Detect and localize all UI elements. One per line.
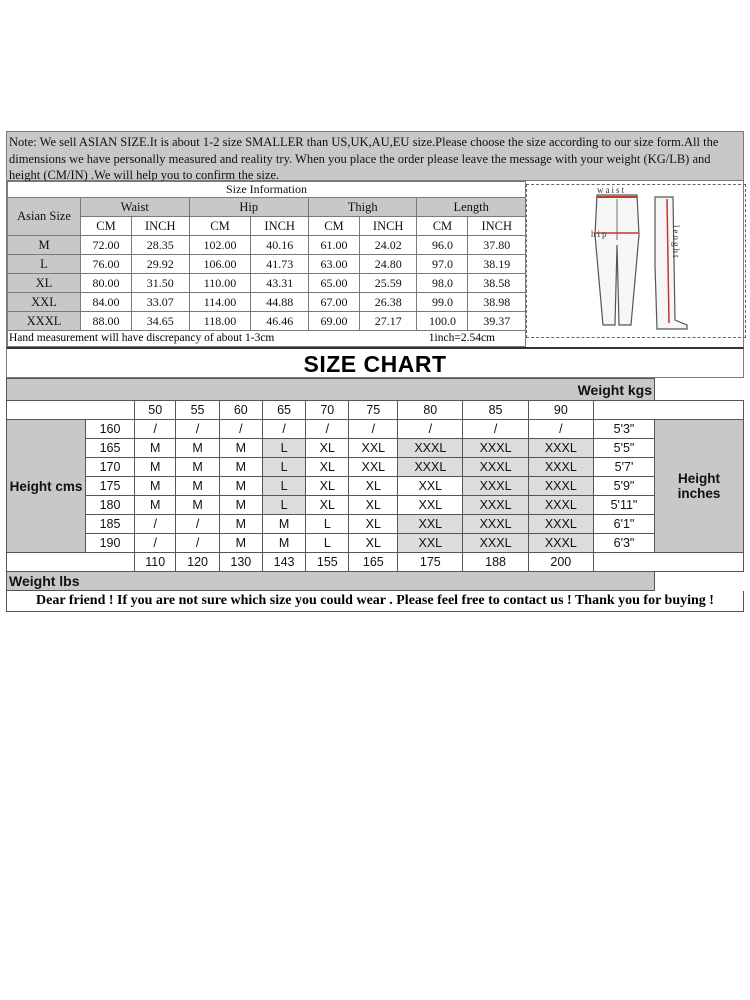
- unit-header: CM: [189, 217, 251, 236]
- size-cell: M: [219, 534, 262, 553]
- lb-value: 165: [349, 553, 398, 572]
- chart-row: [7, 477, 744, 496]
- size-label: XXL: [8, 293, 81, 312]
- kgs-row: [7, 401, 744, 420]
- size-value: 27.17: [359, 312, 417, 331]
- size-value: 24.02: [359, 236, 417, 255]
- kg-value: 50: [135, 401, 176, 420]
- height-inch-value: 5'9": [594, 477, 655, 496]
- size-cell: M: [135, 458, 176, 477]
- lb-value: 175: [398, 553, 463, 572]
- unit-header: INCH: [251, 217, 309, 236]
- kgs-row-spacer: [7, 401, 135, 420]
- size-cell: L: [306, 515, 349, 534]
- size-information-column: [7, 181, 526, 347]
- size-cell: M: [176, 458, 219, 477]
- size-chart-grid: [6, 378, 744, 591]
- size-cell: /: [135, 534, 176, 553]
- size-cell: /: [262, 420, 305, 439]
- size-cell: M: [262, 534, 305, 553]
- size-cell: /: [398, 420, 463, 439]
- height-cm-value: 165: [86, 439, 135, 458]
- size-cell: M: [176, 439, 219, 458]
- size-cell: M: [219, 496, 262, 515]
- hip-label: hip: [591, 229, 609, 239]
- size-value: 43.31: [251, 274, 309, 293]
- chart-row: [7, 515, 744, 534]
- size-value: 72.00: [81, 236, 132, 255]
- size-value: 33.07: [132, 293, 190, 312]
- size-value: 65.00: [308, 274, 359, 293]
- chart-row: [7, 496, 744, 515]
- size-value: 37.80: [468, 236, 526, 255]
- size-value: 96.0: [417, 236, 468, 255]
- size-cell: M: [219, 515, 262, 534]
- size-cell: M: [176, 496, 219, 515]
- height-inch-value: 6'3": [594, 534, 655, 553]
- size-cell: XL: [306, 496, 349, 515]
- size-cell: XXXL: [528, 496, 593, 515]
- size-value: 29.92: [132, 255, 190, 274]
- kg-value: 65: [262, 401, 305, 420]
- size-footnote: [7, 331, 526, 347]
- size-cell: M: [176, 477, 219, 496]
- size-cell: M: [135, 477, 176, 496]
- size-cell: XXXL: [463, 439, 528, 458]
- footnote-discrepancy: Hand measurement will have discrepancy of about 1-3cm: [9, 332, 275, 344]
- size-cell: /: [176, 515, 219, 534]
- size-cell: XXXL: [528, 515, 593, 534]
- size-information-caption: Size Information: [8, 182, 526, 198]
- size-cell: XL: [306, 458, 349, 477]
- size-cell: XXL: [398, 515, 463, 534]
- asian-size-header: Asian Size: [8, 198, 81, 236]
- height-inch-value: 5'7': [594, 458, 655, 477]
- size-cell: XXXL: [463, 534, 528, 553]
- height-cm-value: 190: [86, 534, 135, 553]
- unit-header-row: [8, 217, 526, 236]
- kg-value: 80: [398, 401, 463, 420]
- size-row: [8, 236, 526, 255]
- lb-value: 155: [306, 553, 349, 572]
- size-value: 114.00: [189, 293, 251, 312]
- size-cell: XXL: [349, 439, 398, 458]
- size-value: 38.19: [468, 255, 526, 274]
- size-chart-title: SIZE CHART: [6, 347, 744, 378]
- size-cell: L: [262, 477, 305, 496]
- size-cell: XXXL: [463, 458, 528, 477]
- lb-value: 120: [176, 553, 219, 572]
- size-value: 24.80: [359, 255, 417, 274]
- size-label: M: [8, 236, 81, 255]
- size-cell: XXL: [349, 458, 398, 477]
- lbs-row: [7, 553, 744, 572]
- size-value: 80.00: [81, 274, 132, 293]
- size-cell: XXXL: [463, 477, 528, 496]
- lb-value: 130: [219, 553, 262, 572]
- size-cell: XXXL: [528, 477, 593, 496]
- chart-row: [7, 534, 744, 553]
- kg-value: 55: [176, 401, 219, 420]
- size-value: 99.0: [417, 293, 468, 312]
- size-value: 84.00: [81, 293, 132, 312]
- height-cm-value: 175: [86, 477, 135, 496]
- chart-rows: [7, 420, 744, 553]
- unit-header: INCH: [359, 217, 417, 236]
- size-cell: M: [135, 439, 176, 458]
- size-cell: /: [463, 420, 528, 439]
- size-information-block: [6, 181, 744, 347]
- size-value: 38.98: [468, 293, 526, 312]
- size-value: 63.00: [308, 255, 359, 274]
- unit-header: CM: [417, 217, 468, 236]
- size-row: [8, 255, 526, 274]
- size-cell: M: [219, 477, 262, 496]
- size-value: 97.0: [417, 255, 468, 274]
- size-value: 67.00: [308, 293, 359, 312]
- chart-row: [7, 439, 744, 458]
- size-cell: /: [219, 420, 262, 439]
- size-cell: M: [219, 458, 262, 477]
- size-cell: /: [528, 420, 593, 439]
- size-cell: M: [135, 496, 176, 515]
- height-cm-value: 160: [86, 420, 135, 439]
- size-cell: XL: [306, 439, 349, 458]
- size-value: 25.59: [359, 274, 417, 293]
- lbs-row-spacer: [7, 553, 135, 572]
- size-value: 88.00: [81, 312, 132, 331]
- size-cell: XL: [349, 515, 398, 534]
- size-cell: /: [135, 515, 176, 534]
- kg-value: 75: [349, 401, 398, 420]
- height-inch-value: 6'1": [594, 515, 655, 534]
- size-value: 98.0: [417, 274, 468, 293]
- size-cell: XL: [349, 534, 398, 553]
- group-header-waist: Waist: [81, 198, 190, 217]
- size-value: 44.88: [251, 293, 309, 312]
- height-cms-label: Height cms: [7, 420, 86, 553]
- size-cell: XXL: [398, 477, 463, 496]
- pants-diagram: [526, 184, 746, 338]
- size-value: 118.00: [189, 312, 251, 331]
- size-sheet: [6, 131, 744, 612]
- size-label: XXXL: [8, 312, 81, 331]
- size-cell: XL: [306, 477, 349, 496]
- kg-value: 60: [219, 401, 262, 420]
- size-cell: L: [262, 458, 305, 477]
- height-inches-label: Height inches: [655, 420, 744, 553]
- size-row: [8, 274, 526, 293]
- lb-value: 188: [463, 553, 528, 572]
- size-cell: XL: [349, 496, 398, 515]
- size-cell: XXL: [398, 496, 463, 515]
- size-cell: XXL: [398, 534, 463, 553]
- size-value: 102.00: [189, 236, 251, 255]
- size-value: 39.37: [468, 312, 526, 331]
- size-row: [8, 293, 526, 312]
- size-row: [8, 312, 526, 331]
- size-cell: M: [262, 515, 305, 534]
- size-cell: L: [306, 534, 349, 553]
- size-value: 34.65: [132, 312, 190, 331]
- kg-value: 70: [306, 401, 349, 420]
- size-value: 69.00: [308, 312, 359, 331]
- height-inch-value: 5'3": [594, 420, 655, 439]
- kg-value: 85: [463, 401, 528, 420]
- lb-value: 110: [135, 553, 176, 572]
- unit-header: INCH: [468, 217, 526, 236]
- size-value: 110.00: [189, 274, 251, 293]
- size-cell: XL: [349, 477, 398, 496]
- size-information-table: [7, 181, 526, 331]
- pants-measurement-illustration: [527, 185, 745, 335]
- thanks-message: Dear friend ! If you are not sure which size you could wear . Please feel free to contact us ! Thank you for buying !: [6, 591, 744, 612]
- size-cell: /: [176, 420, 219, 439]
- size-value: 26.38: [359, 293, 417, 312]
- chart-row: [7, 420, 744, 439]
- chart-row: [7, 458, 744, 477]
- size-cell: XXXL: [528, 534, 593, 553]
- group-header-hip: Hip: [189, 198, 308, 217]
- size-cell: /: [306, 420, 349, 439]
- waist-label: waist: [597, 185, 626, 195]
- size-cell: XXXL: [463, 515, 528, 534]
- size-cell: XXXL: [398, 439, 463, 458]
- size-value: 46.46: [251, 312, 309, 331]
- size-value: 41.73: [251, 255, 309, 274]
- kgs-row-spacer-right: [594, 401, 744, 420]
- height-cm-value: 180: [86, 496, 135, 515]
- size-note: Note: We sell ASIAN SIZE.It is about 1-2 size SMALLER than US,UK,AU,EU size.Please choose the size according to our size form.All the dimensions we have personally measured and reality try. When you place the order please leave the message with your weight (KG/LB) and height (CM/IN) .We will help you to confirm the size.: [6, 131, 744, 181]
- size-cell: XXXL: [528, 439, 593, 458]
- size-label: L: [8, 255, 81, 274]
- footnote-conversion: 1inch=2.54cm: [428, 332, 495, 344]
- height-cm-value: 185: [86, 515, 135, 534]
- size-cell: /: [176, 534, 219, 553]
- size-cell: M: [219, 439, 262, 458]
- weight-lbs-footer: Weight lbs: [7, 572, 655, 591]
- size-cell: L: [262, 496, 305, 515]
- unit-header: CM: [81, 217, 132, 236]
- size-cell: /: [135, 420, 176, 439]
- lb-value: 143: [262, 553, 305, 572]
- lb-value: 200: [528, 553, 593, 572]
- size-cell: XXXL: [528, 458, 593, 477]
- lbs-row-spacer-right: [594, 553, 744, 572]
- size-value: 106.00: [189, 255, 251, 274]
- size-value: 31.50: [132, 274, 190, 293]
- height-inch-value: 5'11": [594, 496, 655, 515]
- size-label: XL: [8, 274, 81, 293]
- size-cell: /: [349, 420, 398, 439]
- height-inch-value: 5'5": [594, 439, 655, 458]
- group-header-thigh: Thigh: [308, 198, 417, 217]
- kg-value: 90: [528, 401, 593, 420]
- size-value: 100.0: [417, 312, 468, 331]
- group-header-length: Length: [417, 198, 526, 217]
- size-cell: L: [262, 439, 305, 458]
- size-value: 61.00: [308, 236, 359, 255]
- height-cm-value: 170: [86, 458, 135, 477]
- size-value: 76.00: [81, 255, 132, 274]
- size-value: 40.16: [251, 236, 309, 255]
- size-rows: [8, 236, 526, 331]
- length-label: lenght: [671, 225, 681, 260]
- unit-header: INCH: [132, 217, 190, 236]
- size-value: 38.58: [468, 274, 526, 293]
- unit-header: CM: [308, 217, 359, 236]
- size-value: 28.35: [132, 236, 190, 255]
- size-cell: XXXL: [463, 496, 528, 515]
- size-cell: XXXL: [398, 458, 463, 477]
- weight-kgs-header: Weight kgs: [7, 379, 655, 401]
